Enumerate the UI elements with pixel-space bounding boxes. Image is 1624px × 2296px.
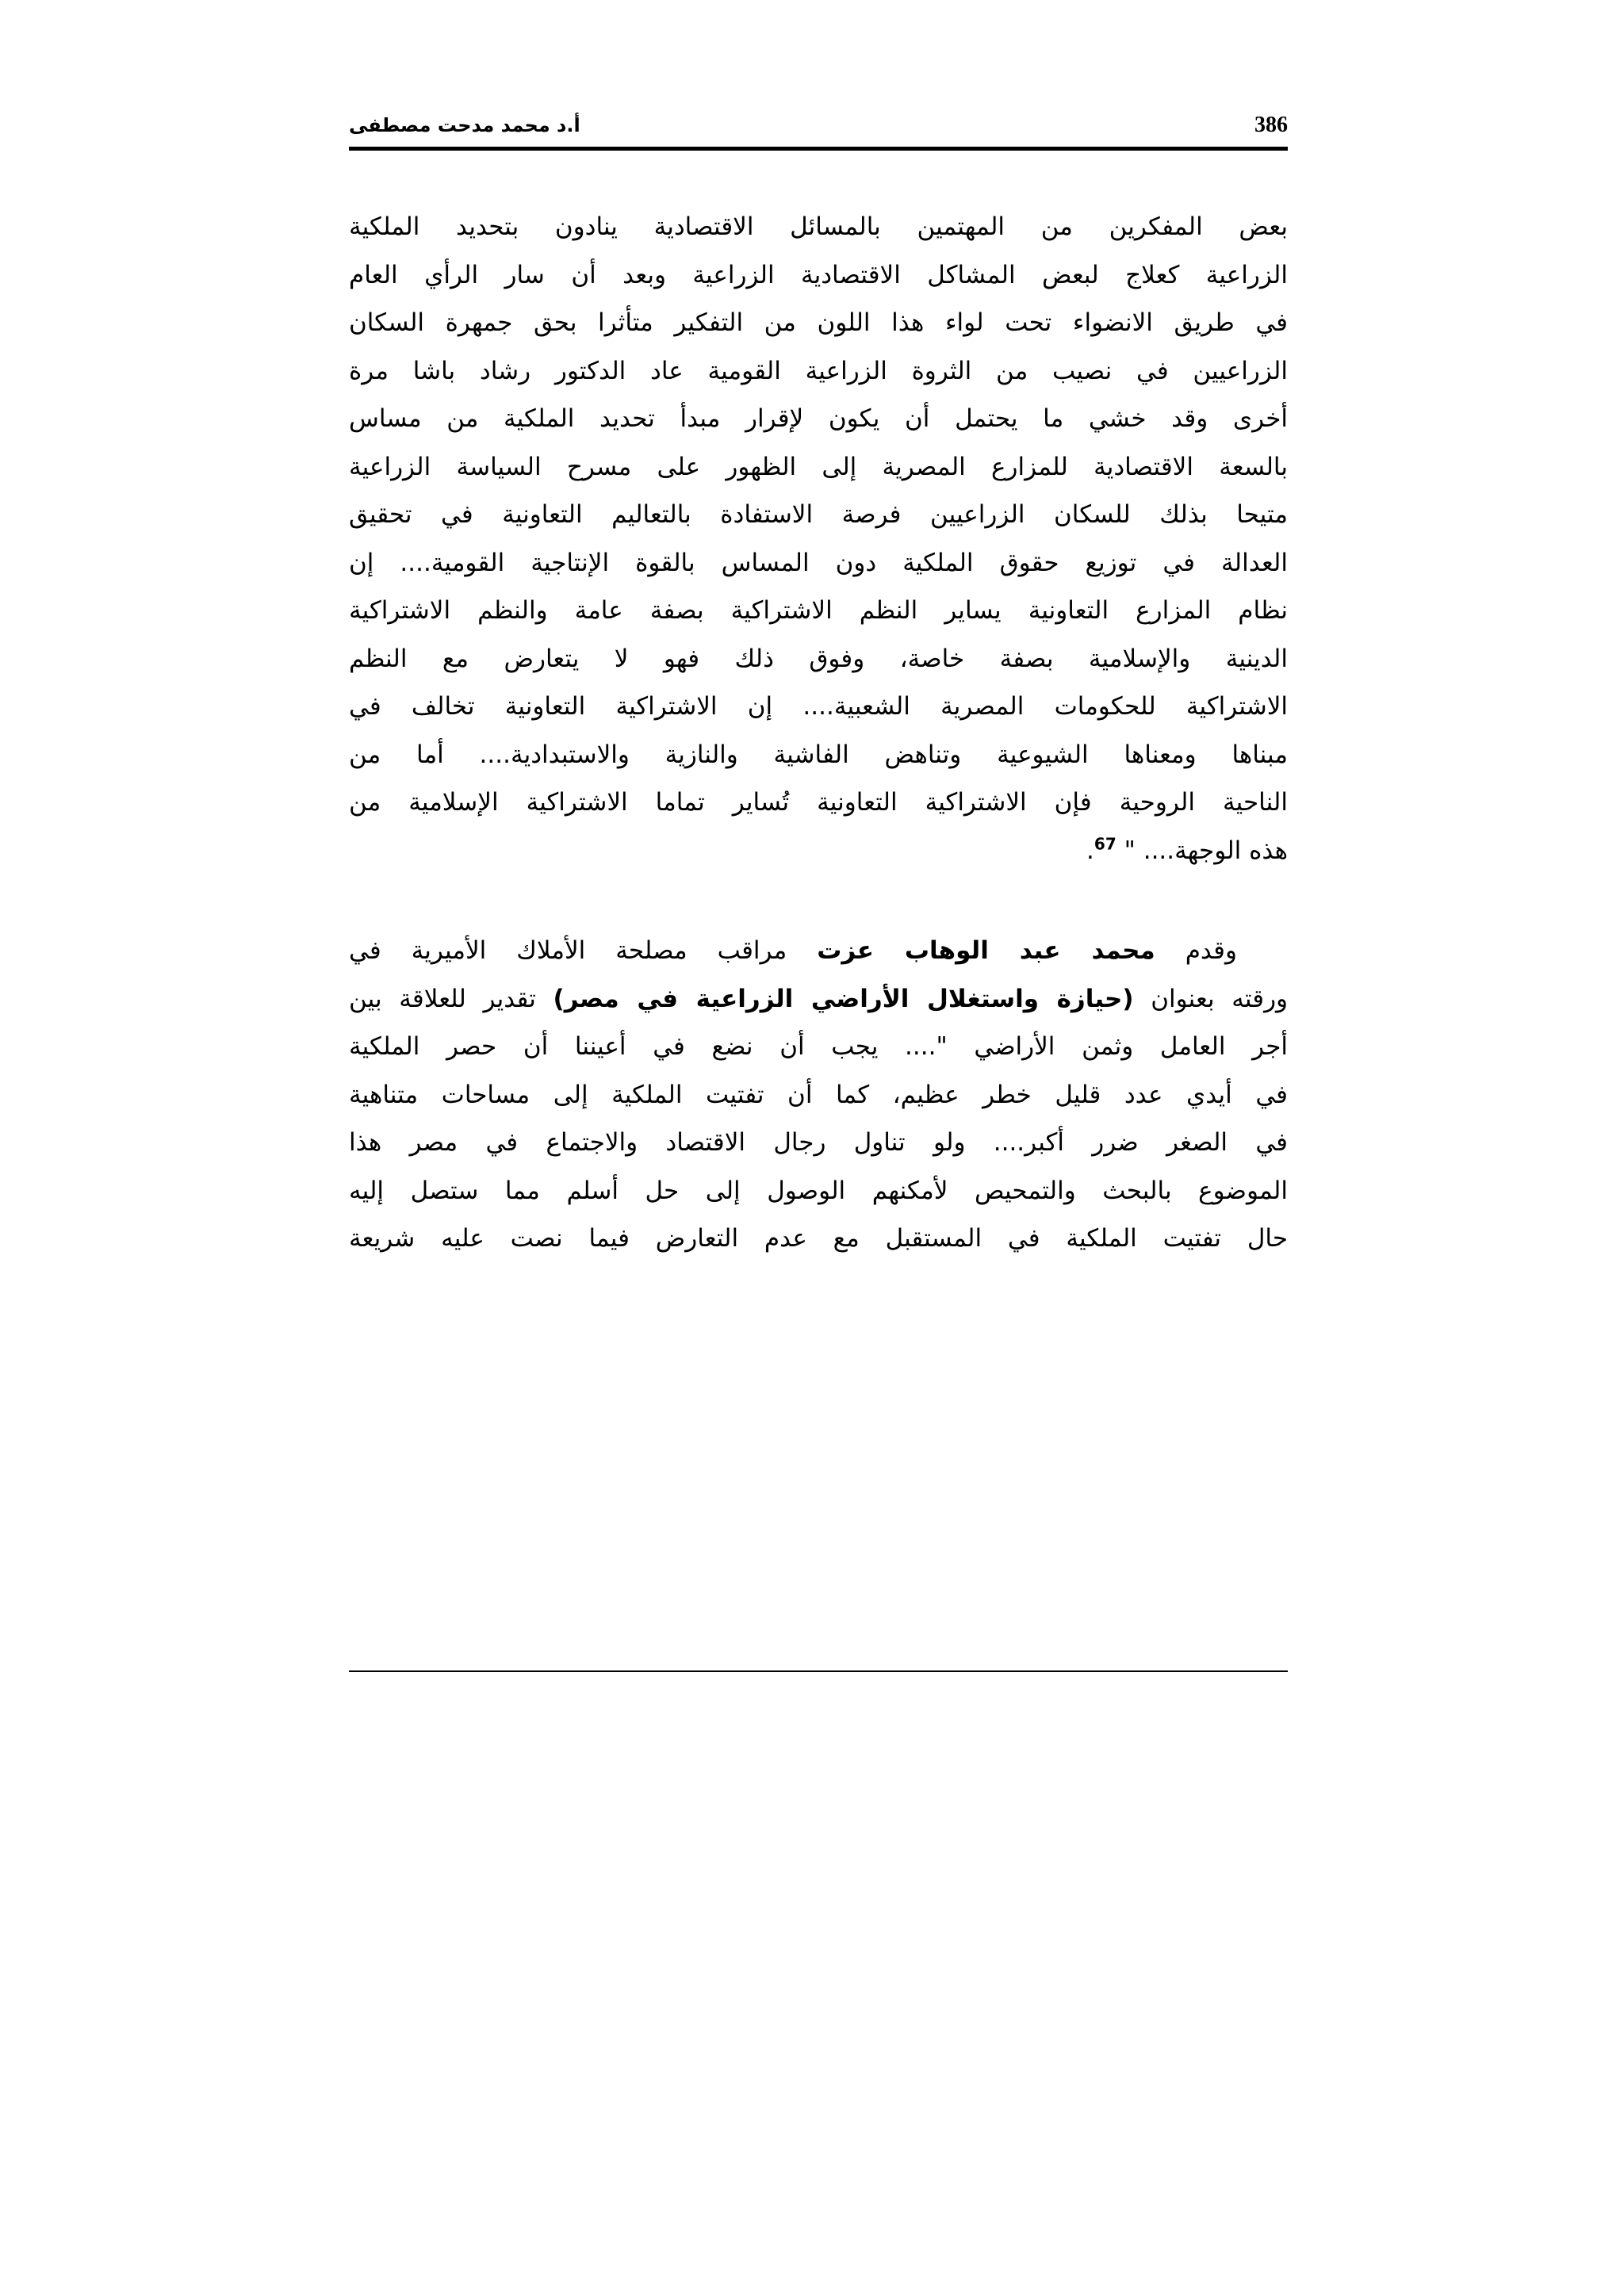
text-line: متيحا بذلك للسكان الزراعيين فرصة الاستفادة بالتعاليم التعاونية في تحقيق: [349, 500, 1288, 529]
quoted-paragraph: [349, 203, 1288, 874]
text-line: حال تفتيت الملكية في المستقبل مع عدم التعارض فيما نصت عليه شريعة: [349, 1224, 1288, 1253]
text-line: بالسعة الاقتصادية للمزارع المصرية إلى الظهور على مسرح السياسة الزراعية: [349, 452, 1288, 481]
text-line: نظام المزارع التعاونية يساير النظم الاشتراكية بصفة عامة والنظم الاشتراكية: [349, 596, 1288, 625]
text-fragment: هذه الوجهة.... ": [1116, 836, 1288, 865]
text-fragment: مراقب مصلحة الأملاك الأميرية في: [349, 936, 818, 965]
text-line: الاشتراكية للحكومات المصرية الشعبية.... إن الاشتراكية التعاونية تخالف في: [349, 692, 1288, 721]
text-fragment: وقدم: [1155, 936, 1237, 965]
text-line: [349, 975, 1288, 1024]
running-header-author: أ.د محمد مدحت مصطفى: [349, 114, 580, 136]
text-fragment: .: [1086, 836, 1094, 865]
text-line: العدالة في توزيع حقوق الملكية دون المساس بالقوة الإنتاجية القومية.... إن: [349, 548, 1288, 577]
text-line-last: [349, 827, 1288, 875]
text-fragment: تقدير للعلاقة بين: [349, 984, 553, 1013]
footnote-reference: 67: [1094, 834, 1116, 854]
page-body: [349, 203, 1288, 1263]
text-line: الدينية والإسلامية بصفة خاصة، وفوق ذلك فهو لا يتعارض مع النظم: [349, 644, 1288, 673]
body-paragraph: [349, 927, 1288, 1263]
page-number: 386: [1254, 113, 1288, 137]
text-line: مبناها ومعناها الشيوعية وتناهض الفاشية والنازية والاستبدادية.... أما من: [349, 740, 1288, 769]
text-line: الناحية الروحية فإن الاشتراكية التعاونية تُساير تماما الاشتراكية الإسلامية من: [349, 788, 1288, 817]
text-line: أجر العامل وثمن الأراضي ".... يجب أن نضع في أعيننا أن حصر الملكية: [349, 1032, 1288, 1061]
paper-title-bold: (حيازة واستغلال الأراضي الزراعية في مصر): [553, 984, 1134, 1013]
text-line: في الصغر ضرر أكبر.... ولو تناول رجال الاقتصاد والاجتماع في مصر هذا: [349, 1128, 1288, 1157]
text-fragment: ورقته بعنوان: [1133, 984, 1289, 1013]
text-line: أخرى وقد خشي ما يحتمل أن يكون لإقرار مبدأ تحديد الملكية من مساس: [349, 404, 1288, 433]
page-header: [349, 109, 1288, 141]
text-line: [349, 927, 1288, 975]
text-line: بعض المفكرين من المهتمين بالمسائل الاقتصادية ينادون بتحديد الملكية: [349, 212, 1288, 241]
text-line: الزراعية كعلاج لبعض المشاكل الاقتصادية الزراعية وبعد أن سار الرأي العام: [349, 260, 1288, 289]
text-line: في طريق الانضواء تحت لواء هذا اللون من التفكير متأثرا بحق جمهرة السكان: [349, 308, 1288, 337]
text-line: الموضوع بالبحث والتمحيص لأمكنهم الوصول إلى حل أسلم مما ستصل إليه: [349, 1176, 1288, 1205]
header-divider: [349, 147, 1288, 151]
footnote-divider: [349, 1670, 1288, 1672]
text-line: في أيدي عدد قليل خطر عظيم، كما أن تفتيت الملكية إلى مساحات متناهية: [349, 1080, 1288, 1109]
text-line: الزراعيين في نصيب من الثروة الزراعية القومية عاد الدكتور رشاد باشا مرة: [349, 356, 1288, 385]
author-name-bold: محمد عبد الوهاب عزت: [817, 936, 1155, 965]
